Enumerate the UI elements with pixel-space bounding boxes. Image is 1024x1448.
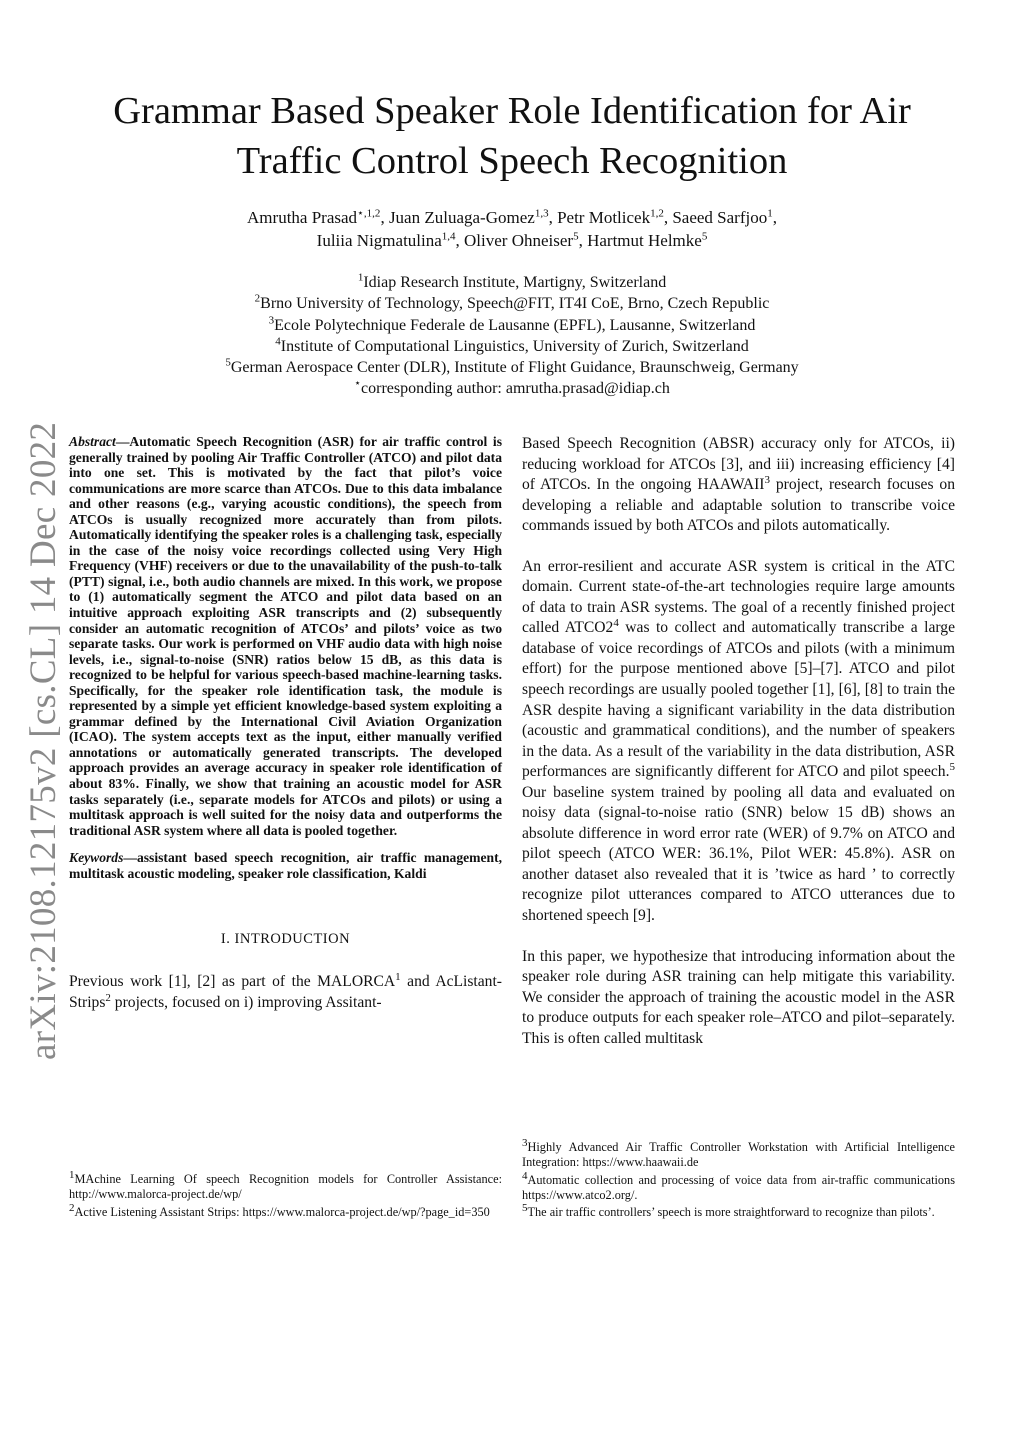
author-name: , Petr Motlicek: [548, 208, 651, 227]
affiliation-1: [40, 272, 984, 293]
section-initial: I: [234, 931, 240, 948]
footnote-ref: 5: [949, 761, 955, 774]
affiliation-list: [40, 272, 984, 400]
right-paragraph-1: [522, 434, 955, 537]
right-column: [522, 434, 955, 1049]
footnote-marker: 2: [69, 1201, 75, 1214]
footnote-marker: 4: [522, 1169, 528, 1182]
author-line-1: [40, 206, 984, 229]
author-sup: ⋆,1,2: [357, 207, 381, 220]
paragraph-text: project, research focuses on developing a reliable and adaptable solution to transcribe voice commands issued by both ATCOs and pilots automatically.: [522, 476, 955, 535]
keywords-text: —assistant based speech recognition, air traffic management, multitask acoustic modeling, speaker role classification, Kaldi: [69, 850, 502, 881]
affiliation-sup: 3: [268, 314, 275, 327]
paragraph-text: Our baseline system trained by pooling all data and evaluated on noisy data (signal-to-noise ratio (SNR) below 15 dB) shows an absolute difference in word error rate (WER) of 9.7% on ATCO and pilot speech (ATCO WER: 36.1%, Pilot WER: 45.8%). ASR on another dataset also revealed that it is ’twice as hard ’ to correctly recognize pilot utterances compared to ATCO utterances due to shortened speech [9].: [522, 783, 955, 925]
abstract: [69, 434, 502, 838]
arxiv-identifier: arXiv:2108.12175v2 [cs.CL] 14 Dec 2022: [23, 421, 64, 1060]
affiliation-sup: 2: [254, 292, 261, 305]
affiliation-text: Brno University of Technology, Speech@FIT, IT4I CoE, Brno, Czech Republic: [260, 295, 770, 313]
author-sup: 1,2: [650, 207, 664, 220]
author-name: , Saeed Sarfjoo: [663, 208, 768, 227]
intro-paragraph: [69, 972, 502, 1013]
paragraph-text: An error-resilient and accurate ASR system is critical in the ATC domain. Current state-of-the-art technologies require large amounts of data to train ASR systems. The goal of a recently finished project called ATCO2: [522, 557, 955, 637]
author-name: , Juan Zuluaga-Gomez: [380, 208, 535, 227]
footnote-marker: 5: [522, 1202, 528, 1215]
right-paragraph-3: In this paper, we hypothesize that introducing information about the speaker role during ASR training can help mitigate this variability. We consider the approach of training the acoustic model in the ASR to produce outputs for each speaker role–ATCO and pilot–separately. This is often called multitask: [522, 947, 955, 1047]
paper-title: [40, 86, 984, 186]
affiliation-2: [40, 293, 984, 314]
affiliation-text: German Aerospace Center (DLR), Institute of Flight Guidance, Braunschweig, Germany: [230, 359, 799, 377]
title-line-2: Traffic Control Speech Recognition: [236, 140, 788, 182]
author-name: Iuliia Nigmatulina: [316, 231, 442, 250]
footnote-2: [69, 1201, 502, 1220]
paragraph-text: was to collect and automatically transcribe a large database of voice recordings of ATCOs and pilots (with a minimum effort) for the purpose mentioned above [5]–[7]. ATCO and pilot speech recordings are usually pooled together [1], [6], [8] to train the ASR despite having a significant variability in the data distribution (acoustic and grammatical conditions), and the number of speakers in the data. As a result of the variability in the data distribution, ASR performances are significantly different for ATCO and pilot speech.: [522, 619, 955, 781]
footnotes-left: [69, 1168, 502, 1222]
footnote-ref: 2: [105, 991, 111, 1004]
affiliation-5: [40, 357, 984, 378]
author-sup: 1,3: [534, 207, 549, 220]
footnote-text: The air traffic controllers’ speech is more straightforward to recognize than pilots’.: [527, 1205, 935, 1220]
keywords-label: Keywords: [69, 850, 124, 866]
section-number: I.: [220, 931, 235, 948]
affiliation-text: corresponding author: amrutha.prasad@idiap.ch: [361, 380, 670, 398]
footnote-marker: 1: [69, 1168, 75, 1181]
author-separator: ,: [772, 208, 777, 227]
author-list: [40, 206, 984, 252]
footnote-ref: 1: [395, 971, 401, 984]
footnote-text: Highly Advanced Air Traffic Controller Workstation with Artificial Intelligence Integration: https://www.haawaii.de: [522, 1140, 955, 1170]
author-sup: 1: [767, 207, 773, 220]
author-name: , Hartmut Helmke: [578, 231, 702, 250]
affiliation-text: Idiap Research Institute, Martigny, Switzerland: [363, 274, 667, 291]
footnote-marker: 3: [522, 1136, 528, 1149]
affiliation-text: Institute of Computational Linguistics, University of Zurich, Switzerland: [280, 337, 749, 355]
author-sup: 5: [701, 230, 708, 243]
abstract-text: —Automatic Speech Recognition (ASR) for air traffic control is generally trained by pooling Air Traffic Controller (ATCO) and pilot data into one set. This is motivated by the fact that pilot’s voice communications are more scarce than ATCOs. Due to this data imbalance and other reasons (e.g., varying acoustic conditions), the speech from ATCOs is usually recognized more accurately than from pilots. Automatically identifying the speaker roles is a challenging task, especially in the case of the noisy voice recordings collected using Very High Frequency (VHF) receivers or due to the unavailability of the push-to-talk (PTT) signal, i.e., both audio channels are mixed. In this work, we propose to (1) automatically segment the ATCO and pilot data based on an intuitive approach exploiting ASR transcripts and (2) subsequently consider an automatic recognition of ATCOs’ and pilots’ voice as two separate tasks. Our work is performed on VHF audio data with high noise levels, i.e., signal-to-noise (SNR) ratios below 15 dB, as this data is recognized to be helpful for various speech-based machine-learning tasks. Specifically, for the speaker role identification task, the module is represented by a simple yet efficient knowledge-based system exploiting a grammar defined by the International Civil Aviation Organization (ICAO). The system accepts text as the input, either manually verified annotations or automatically generated transcripts. The developed approach provides an average accuracy in speaker role identification of about 83%. Finally, we show that training an acoustic model for ASR tasks separately (i.e., separate models for ATCOs and pilots) or using a multitask approach is well suited for the noisy data and outperforms the traditional ASR system where all data is pooled together.: [69, 434, 502, 838]
affiliation-sup: ⋆: [354, 378, 362, 391]
affiliation-sup: 5: [225, 356, 231, 369]
footnote-ref: 3: [764, 473, 771, 486]
right-paragraph-2: [522, 557, 955, 927]
author-sup: 1,4: [441, 230, 456, 243]
footnote-5: [522, 1202, 955, 1220]
footnotes-right: [522, 1136, 955, 1222]
corresponding-author: [40, 378, 984, 399]
footnote-text: Active Listening Assistant Strips: https://www.malorca-project.de/wp/?page_id=350: [74, 1204, 490, 1219]
intro-text: Previous work [1], [2] as part of the MALORCA: [69, 973, 396, 991]
affiliation-sup: 1: [357, 271, 364, 284]
intro-text: projects, focused on i) improving Assitant-: [110, 993, 382, 1011]
section-heading-introduction: [69, 931, 502, 948]
paragraph-text: Based Speech Recognition (ABSR) accuracy only for ATCOs, ii) reducing workload for ATCOs [3], and iii) increasing efficiency [4] of ATCOs. In the ongoing HAAWAII: [522, 435, 955, 494]
affiliation-4: [40, 336, 984, 357]
author-line-2: [40, 229, 984, 252]
abstract-label: Abstract: [69, 434, 116, 449]
keywords: [69, 850, 502, 881]
intro-text: and AcListant-Strips: [69, 973, 502, 1011]
section-title-rest: NTRODUCTION: [239, 931, 351, 948]
footnote-ref: 4: [613, 617, 619, 630]
left-column: [69, 434, 502, 1013]
footnote-1: [69, 1168, 502, 1203]
footnote-3: [522, 1136, 955, 1171]
affiliation-3: [40, 315, 984, 336]
affiliation-text: Ecole Polytechnique Federale de Lausanne (EPFL), Lausanne, Switzerland: [274, 316, 756, 334]
author-name: Amrutha Prasad: [247, 208, 358, 227]
affiliation-sup: 4: [275, 335, 281, 348]
title-line-1: Grammar Based Speaker Role Identification for Air: [113, 90, 911, 132]
author-sup: 5: [573, 230, 579, 243]
footnote-text: Automatic collection and processing of voice data from air-traffic communications https://www.atco2.org/.: [522, 1172, 955, 1202]
footnote-text: MAchine Learning Of speech Recognition models for Controller Assistance: http://www.malorca-project.de/wp/: [69, 1172, 502, 1202]
author-name: , Oliver Ohneiser: [455, 231, 574, 250]
footnote-4: [522, 1169, 955, 1204]
